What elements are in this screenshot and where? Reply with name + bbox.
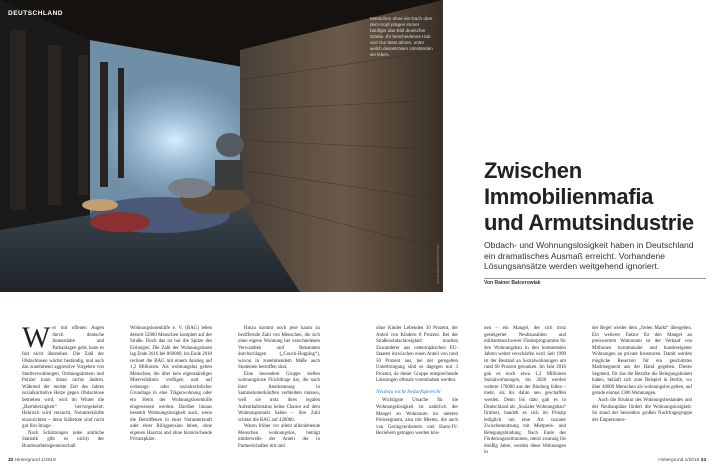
footer-right bbox=[658, 458, 706, 463]
body-paragraph: Waren früher vor allem alleinlebende Menschen wohnungslos, beträgt mittlerweile der Anteil der in Partnerschaften mit und bbox=[238, 424, 320, 449]
body-column-6 bbox=[592, 326, 692, 424]
headline-line-1: Zwischen bbox=[484, 158, 582, 183]
photo-credit: picture alliance/Sven Simon bbox=[436, 244, 440, 284]
body-paragraph: Nach Schätzungen (eine amtliche Statistik gibt es nicht) der Bundesarbeitsgemeinschaft bbox=[22, 430, 104, 449]
footer-publication-right: Hintergrund 1/2018 bbox=[658, 458, 700, 463]
body-paragraph: Auch die Struktur des Wohnungsbestandes und der Neubaupläne fördert die Wohnungslosigkeit. So stand der besonders großen Nachfragegruppe der Einpersonen- bbox=[592, 398, 692, 423]
body-paragraph: ohne Kinder Lebenden 30 Prozent, der Anteil von Kindern 8 Prozent. Bei der Straßenobdachlosigkeit machen Zuwanderer aus osteuropäischen EU-Staaten inzwischen einen Anteil von rund 50 Prozent aus, bei der geregelten Unterbringung sind es dagegen nur 3 Prozent, da dieser Gruppe entsprechende Leistungen oftmals vorenthalten werden. bbox=[376, 326, 458, 384]
body-paragraph: nen – ein Mangel, der sich trotz gesteigerter Neubauzahlen und milliardenschwerer Förderprogramme für den Wohnungsbau in den kommenden Jahren weiter verschärfen wird. Seit 1990 ist der Bestand an Sozialwohnungen um rund 60 Prozent gesunken. Im Jahr 2016 gab es noch etwa 1,2 Millionen Sozialwohnungen, bis 2020 werden weitere 170000 aus der Bindung fallen – mehr, als bis dahin neu geschaffen werden. Denn bis dato gab es in Deutschland als „Sozialer Wohnungsbau“ firmiert, handelt es sich im Prinzip lediglich um eine Art sozialer Zwischennutzung mit Mietpreis- und Belegungsbindung. Nach Ende des Förderungszeitraumes, meist zwanzig bis dreißig Jahre, werden diese Wohnungen in bbox=[484, 326, 566, 456]
body-paragraph: Wohnungslosenhilfe e. V. (BAG) leben derzeit 52000 Menschen komplett auf der Straße. Doch das ist nur die Spitze des Eisberges: Die Zahl der Wohnungslosen lag Ende 2016 bei 860000, bis Ende 2018 rechnet die BAG mit einem Anstieg auf 1,2 Millionen. Als wohnungslos gelten Menschen, die über kein eigenständiges Mietverhältnis verfügen und auf ordnungs- oder sozialrechtlicher Grundlage in eine Trägerwohnung oder ein Heim der Wohnungslosenhilfe eingewiesen werden. Darüber hinaus bestehlt Wohnungslosigkeit auch, wenn die Betroffenen in einer Notunterkunft oder einer Billigpension leben, ohne eigenen Haarzai und ohne historischende Privatsphäre. bbox=[130, 326, 212, 443]
body-column-5 bbox=[484, 326, 566, 457]
article-author: Von Rainer Balcerowiak bbox=[484, 280, 541, 286]
article-lead: Obdach- und Wohnungslosigkeit haben in Deutschland ein dramatisches Ausmaß erreicht. Vorhandene Lösungsansätze werden weitgehend ignoriert. bbox=[484, 240, 694, 272]
article-headline bbox=[484, 158, 709, 236]
body-paragraph: der Regel wieder dem „freien Markt“ übergeben. Ein weiterer Faktor für den Mangel an preiswertem Wohnraum ist der Verkauf von Millionen kommunaler und bundeseigener Wohnungen an private Investoren. Damit werden mögliche Reserven für ein geschütztes Marktsegment aus der Hand gegeben. Dieses Segment, für das die Bezirke die Belegungshoheit haben, beläuft sich zum Beispiel in Berlin, wo über 40000 Menschen als wohnungslos gelten, auf gerade einmal 1300 Wohnungen. bbox=[592, 326, 692, 397]
page-number-left: 32 bbox=[8, 458, 14, 463]
section-tag: DEUTSCHLAND bbox=[8, 10, 63, 17]
footer-publication-left: Hintergrund 1/2018 bbox=[14, 458, 56, 463]
photo-caption: Menschen ohne ein Dach über dem Kopf prägen immer häufiger das Bild deutscher Städte. Ihr bescheidenes Hab und Gut lässt ahnen, unter welch desaströsen Umständen sie leben. bbox=[370, 16, 433, 57]
body-column-3 bbox=[238, 326, 320, 450]
author-divider bbox=[484, 278, 706, 279]
body-paragraph: Wichtigste Ursache für die Wohnungslosigkeit ist natürlich der Mangel an Wohnraum im unteren Preissegment, also mit Mieten, die auch von Geringverdienern und Hartz-IV-Beziehern getragen werden kön- bbox=[376, 398, 458, 437]
headline-line-3: und Armutsindustrie bbox=[484, 210, 694, 235]
body-paragraph: Hinzu kommt noch jene kaum zu beziffernde Zahl von Menschen, die sich ohne eigene Wohnung bei verschiedenen Verwandten und Bekannten durchschlagen („Couch-Hopping“), wovon in zunehmendem Maße auch Studenten betroffen sind. bbox=[238, 326, 320, 371]
body-column-2 bbox=[130, 326, 212, 444]
section-subhead: Neubau nicht bedarfsgerecht bbox=[376, 388, 441, 395]
headline-line-2: Immobilienmafia bbox=[484, 184, 654, 209]
body-column-1 bbox=[22, 321, 104, 450]
page-number-right: 33 bbox=[700, 458, 706, 463]
drop-cap: W bbox=[22, 321, 51, 354]
body-column-4 bbox=[376, 326, 458, 438]
body-paragraph: er mit offenen Augen durch deutsche Innenstädte und Parkanlagen geht, kann es fast nicht übersehen: Die Zahl der Obdachlosen wächst beständig, und auch das zunehmend aggressive Vorgehen von Stadtverwaltungen, Ordnungsämtern und Polizei kann daran nichts ändern. Während der meiste Zeit des Jahres sozialkaritative Hetze gegen Obdachlose betrieben wird, wird im Winter die „Barmherzigkeit“ hervorgekehrt: Hektisch wird versucht, Notunterkünfte einzurichten – denn Kältetote sind nicht gut fürs Image. bbox=[22, 326, 104, 430]
body-paragraph: Eine besondere Gruppe stellen wohnungslose Flüchtlinge dar, die nach ihrer Anerkennung in Sammelunterkünften verbleiben müssen, weil sie trotz ihres legalen Aufenthaltsstatus keine Chance auf dem Wohnungsmarkt haben – ihre Zahl schätzt die BAG auf 420000. bbox=[238, 371, 320, 423]
footer-left bbox=[8, 458, 56, 463]
hero-photo bbox=[0, 0, 443, 292]
